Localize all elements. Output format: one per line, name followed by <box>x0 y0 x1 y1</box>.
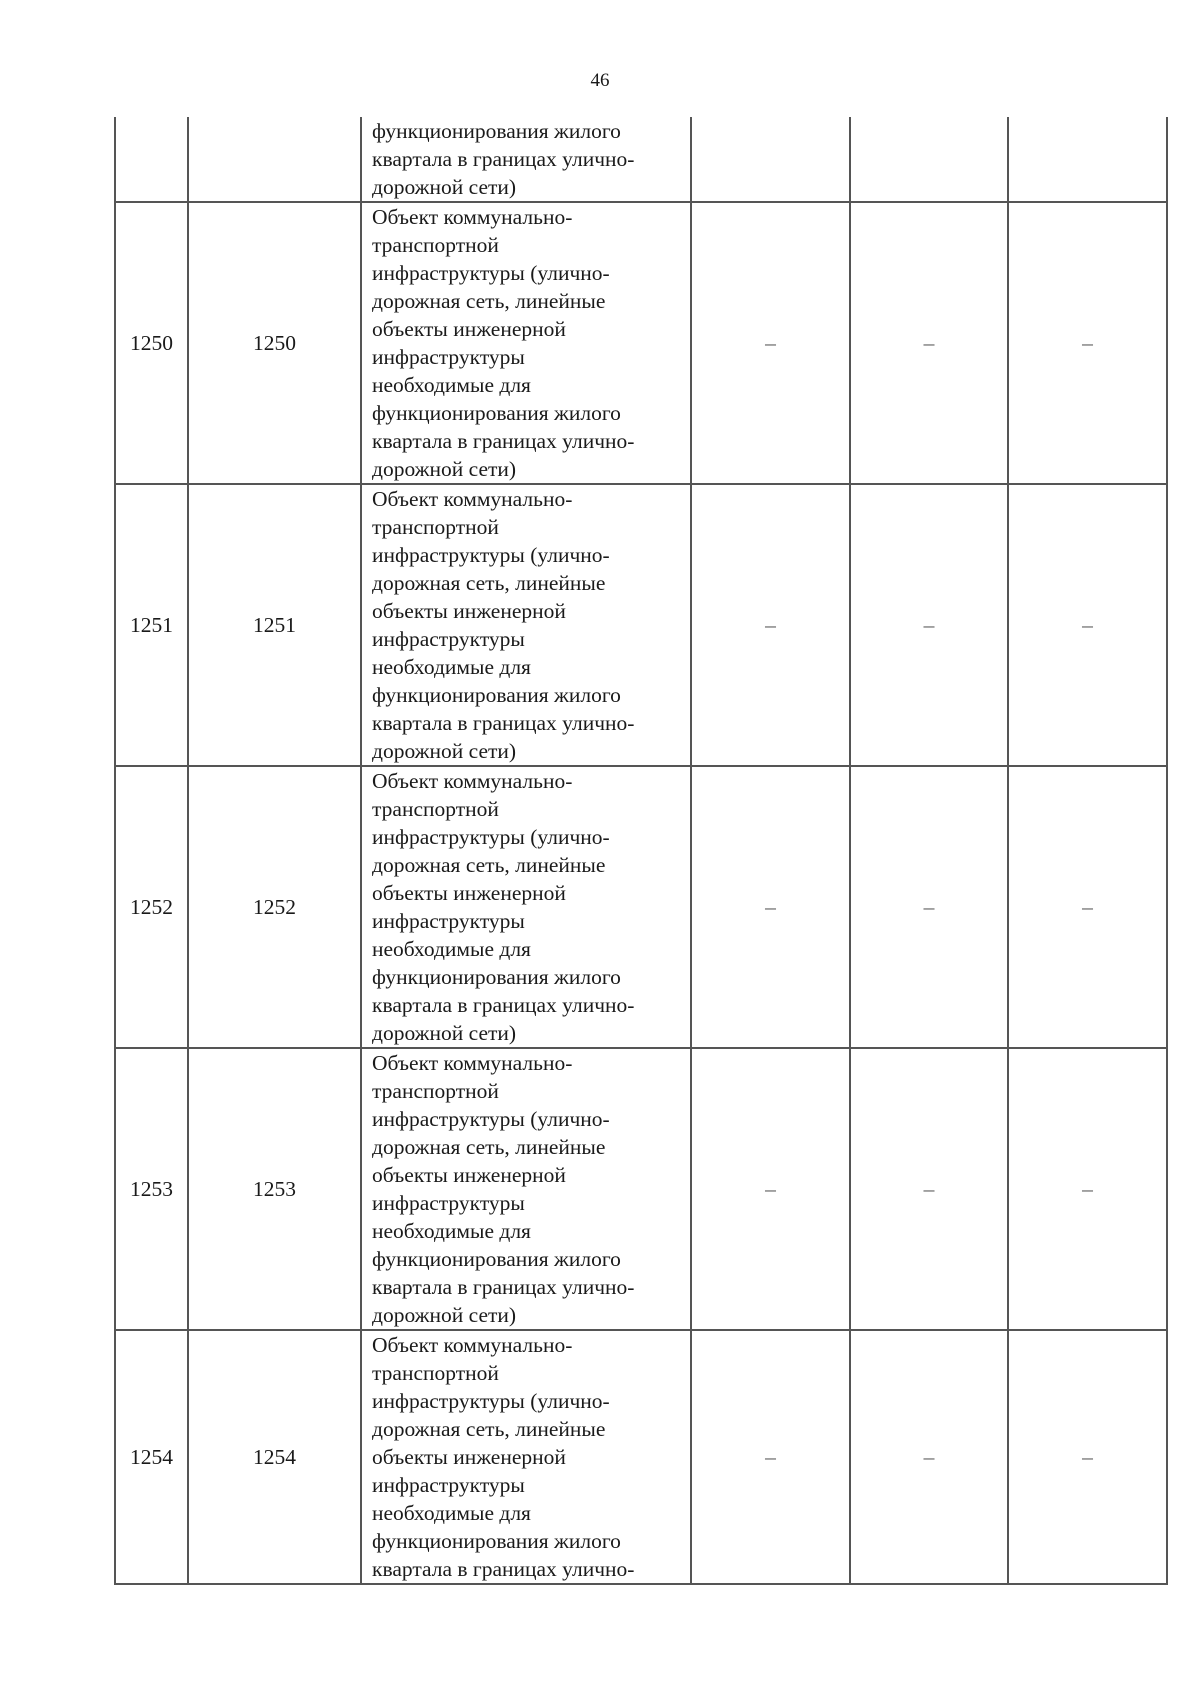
table-cell-number: 1253 <box>188 1048 361 1330</box>
table-cell-description <box>361 1048 691 1330</box>
data-table <box>114 117 1168 1585</box>
table-cell <box>115 117 188 202</box>
description-text: Объект коммунально- транспортной инфраструктуры (улично- дорожная сеть, линейные объекты инженерной инфраструктуры необходимые для функционирования жилого квартала в границах улично- дорожной сети) <box>372 487 635 763</box>
table-cell-dash: – <box>850 484 1008 766</box>
table-cell-dash: – <box>850 202 1008 484</box>
description-text: Объект коммунально- транспортной инфраструктуры (улично- дорожная сеть, линейные объекты инженерной инфраструктуры необходимые для функционирования жилого квартала в границах улично- дорожной сети) <box>372 769 635 1045</box>
table-cell-description <box>361 1330 691 1584</box>
table-cell-dash: – <box>850 1048 1008 1330</box>
table-row-continuation <box>115 117 1167 202</box>
table-cell-dash: – <box>1008 484 1167 766</box>
table-cell-number: 1254 <box>188 1330 361 1584</box>
table-cell-number: 1250 <box>115 202 188 484</box>
table-cell-dash: – <box>691 1330 850 1584</box>
table-cell <box>850 117 1008 202</box>
table-cell-description <box>361 484 691 766</box>
table-cell-number: 1252 <box>115 766 188 1048</box>
description-text: Объект коммунально- транспортной инфраструктуры (улично- дорожная сеть, линейные объекты инженерной инфраструктуры необходимые для функционирования жилого квартала в границах улично- дорожной сети) <box>372 1051 635 1327</box>
table-cell-dash: – <box>691 484 850 766</box>
description-text: Объект коммунально- транспортной инфраструктуры (улично- дорожная сеть, линейные объекты инженерной инфраструктуры необходимые для функционирования жилого квартала в границах улично- <box>372 1333 635 1581</box>
table-cell-description <box>361 117 691 202</box>
page-number: 46 <box>590 70 610 91</box>
table-cell-number: 1250 <box>188 202 361 484</box>
table-cell <box>1008 117 1167 202</box>
table-cell-number: 1251 <box>188 484 361 766</box>
table-cell-dash: – <box>850 766 1008 1048</box>
table-cell-dash: – <box>850 1330 1008 1584</box>
table-row <box>115 1048 1167 1330</box>
continuation-text: функционирования жилого квартала в границах улично- дорожной сети) <box>372 119 635 199</box>
table-cell-number: 1253 <box>115 1048 188 1330</box>
table-cell-dash: – <box>691 1048 850 1330</box>
table-cell-dash: – <box>1008 202 1167 484</box>
table-cell-number: 1251 <box>115 484 188 766</box>
table-row <box>115 1330 1167 1584</box>
table-row <box>115 766 1167 1048</box>
table-cell-description <box>361 202 691 484</box>
table-row <box>115 484 1167 766</box>
table-cell <box>188 117 361 202</box>
table-cell-number: 1254 <box>115 1330 188 1584</box>
table-cell-dash: – <box>691 766 850 1048</box>
table-cell-description <box>361 766 691 1048</box>
table-cell-number: 1252 <box>188 766 361 1048</box>
table-row <box>115 202 1167 484</box>
description-text: Объект коммунально- транспортной инфраструктуры (улично- дорожная сеть, линейные объекты инженерной инфраструктуры необходимые для функционирования жилого квартала в границах улично- дорожной сети) <box>372 205 635 481</box>
table-cell-dash: – <box>1008 1048 1167 1330</box>
table-cell <box>691 117 850 202</box>
table-cell-dash: – <box>1008 766 1167 1048</box>
table-cell-dash: – <box>1008 1330 1167 1584</box>
table-cell-dash: – <box>691 202 850 484</box>
